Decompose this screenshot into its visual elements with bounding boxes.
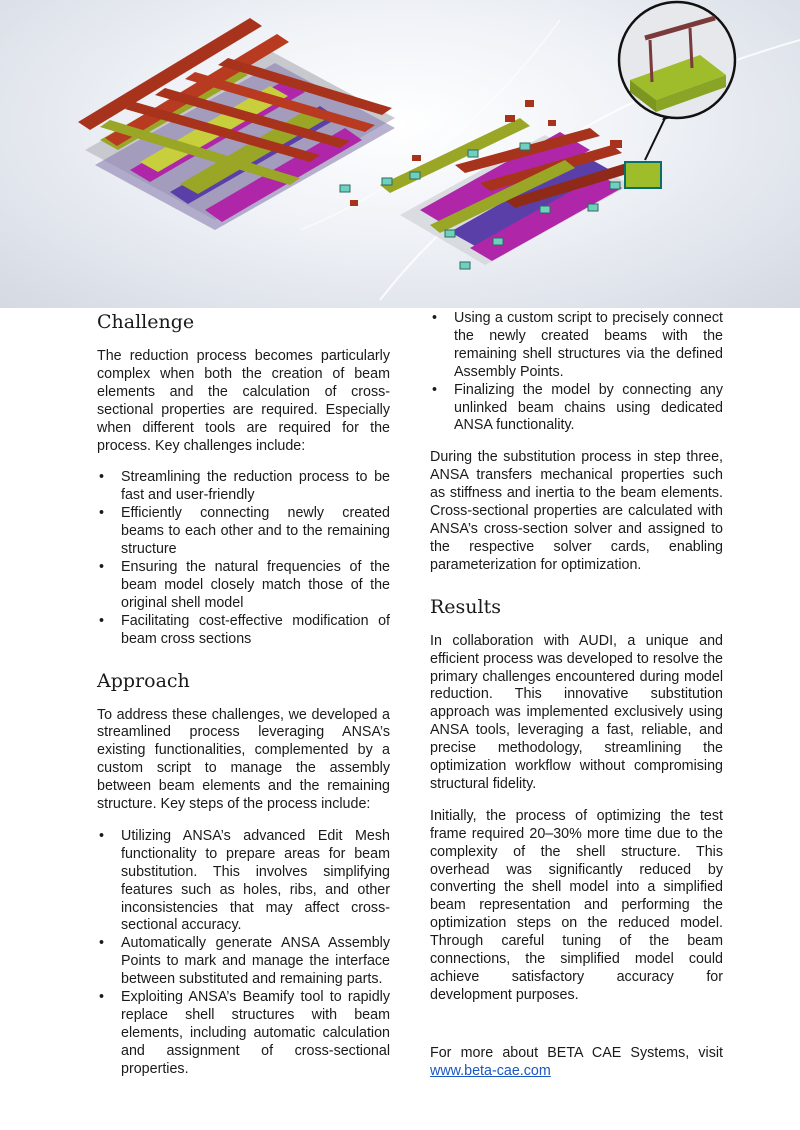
right-column xyxy=(430,310,723,1095)
results-paragraph-2: Initially, the process of optimizing the test frame required 20–30% more time due to the complexity of the shell structure. This overhead was significantly reduced by converting the shell model into a simplified beam representation and performing the optimization steps on the reduced model. Through careful tuning of the beam connections, the simplified model could achieve satisfactory accuracy for development purposes. xyxy=(430,807,723,1003)
more-info-text: For more about BETA CAE Systems, visit xyxy=(430,1044,723,1061)
list-item: • Finalizing the model by connecting any unlinked beam chains using dedicated ANSA functionality. xyxy=(430,382,723,436)
approach-heading: Approach xyxy=(97,669,190,692)
list-item: • Using a custom script to precisely connect the newly created beams with the remaining shell structures via the defined Assembly Points. xyxy=(430,310,723,382)
results-paragraph-1: In collaboration with AUDI, a unique and efficient process was developed to resolve the primary challenges encountered during model reduction. This innovative substitution approach was implemented exclusively using ANSA tools, leveraging a fast, reliable, and precise methodology, streamlining the optimization workflow without compromising structural fidelity. xyxy=(430,632,723,792)
list-item: • Ensuring the natural frequencies of the beam model closely match those of the original shell model xyxy=(97,559,390,613)
list-item: • Exploiting ANSA’s Beamify tool to rapidly replace shell structures with beam elements, including automatic calculation and assignment of cross-sectional properties. xyxy=(97,989,390,1079)
challenge-heading: Challenge xyxy=(97,311,195,333)
list-item: • Facilitating cost-effective modification of beam cross sections xyxy=(97,613,390,649)
frame-models-figure xyxy=(0,0,800,308)
left-column xyxy=(97,310,390,1093)
approach-list-continued xyxy=(430,310,723,435)
list-item: • Utilizing ANSA’s advanced Edit Mesh functionality to prepare areas for beam substitution. This involves simplifying features such as holes, ribs, and other inconsistencies that may affect cross-sectional accuracy. xyxy=(97,828,390,935)
list-item: • Automatically generate ANSA Assembly Points to mark and manage the interface between substituted and remaining parts. xyxy=(97,935,390,989)
hero-illustration xyxy=(0,0,800,308)
challenge-intro: The reduction process becomes particularly complex when both the creation of beam elements and the calculation of cross-sectional properties are required. Especially when different tools are required for the process. Key challenges include: xyxy=(97,348,390,454)
challenge-list xyxy=(97,469,390,648)
approach-list xyxy=(97,828,390,1079)
approach-intro: To address these challenges, we developed a streamlined process leveraging ANSA’s existing functionalities, complemented by a custom script to manage the assembly between beam elements and the remaining structure. Key steps of the process include: xyxy=(97,706,390,813)
substitution-paragraph: During the substitution process in step three, ANSA transfers mechanical properties such as stiffness and inertia to the beam elements. Cross-sectional properties are calculated with ANSA’s cross-section solver and assigned to the respective solver cards, enabling parameterization for optimization. xyxy=(430,449,723,573)
list-item: • Efficiently connecting newly created beams to each other and to the remaining structure xyxy=(97,505,390,559)
list-item: • Streamlining the reduction process to be fast and user-friendly xyxy=(97,469,390,505)
results-heading: Results xyxy=(430,595,501,618)
detail-zoom xyxy=(619,2,735,188)
beta-cae-link[interactable]: www.beta-cae.com xyxy=(430,1062,551,1079)
more-info xyxy=(430,1045,723,1081)
shell-model xyxy=(78,18,395,230)
